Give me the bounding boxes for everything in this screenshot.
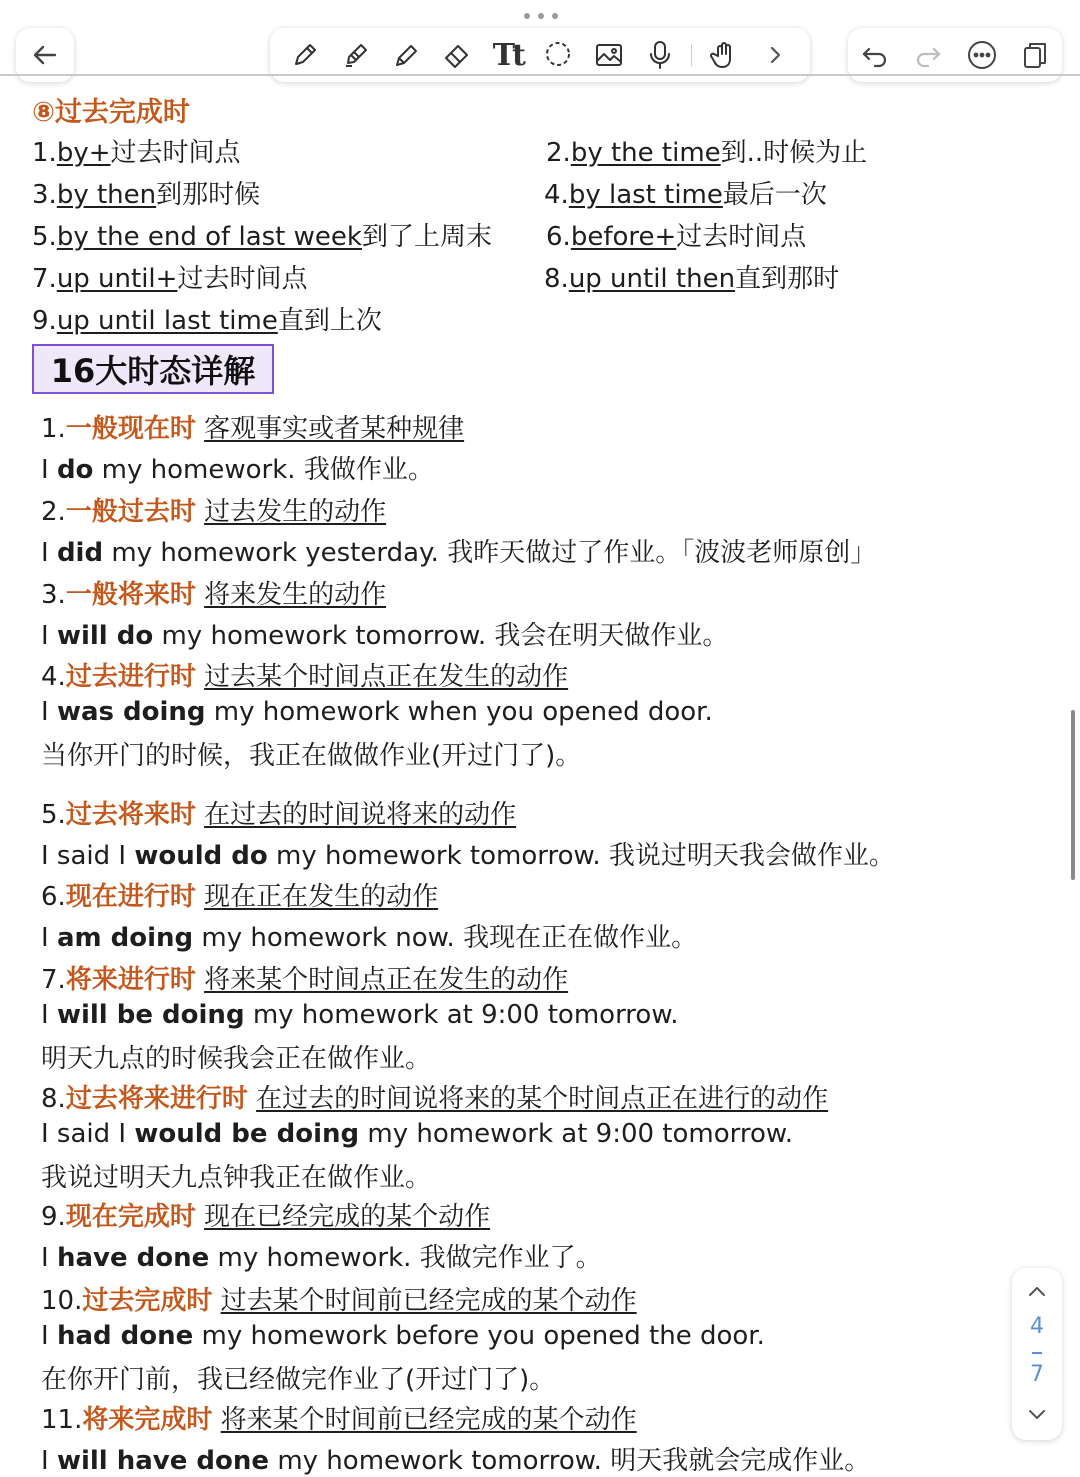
example-sentence [41, 1000, 678, 1030]
tense-heading [41, 1078, 828, 1115]
sentence-text: I [41, 621, 57, 651]
window-grip[interactable] [524, 10, 558, 22]
sentence-text: I [41, 923, 57, 953]
microphone-icon[interactable] [641, 36, 679, 74]
tense-name: 一般现在时 [65, 414, 196, 444]
tense-number: 3. [41, 580, 66, 610]
tense-name: 过去完成时 [82, 1286, 213, 1316]
verb-form: would be doing [134, 1119, 360, 1149]
verb-form: am doing [56, 923, 194, 953]
tense-name: 将来进行时 [65, 965, 196, 995]
text-tool-label: Tt [492, 37, 523, 73]
example-sentence [41, 532, 876, 569]
tense-heading [41, 876, 438, 913]
pen-icon[interactable] [286, 36, 324, 74]
sentence-text: I said I [41, 1119, 135, 1149]
tense-heading [41, 1280, 637, 1317]
sentence-text: 在你开门前，我已经做完作业了(开过门了)。 [41, 1365, 556, 1395]
tense-number: 4. [41, 662, 66, 692]
list-item: 9.up until last time直到上次 [32, 306, 382, 336]
tense-heading [41, 794, 516, 831]
sentence-text: 当你开门的时候，我正在做做作业(开过门了)。 [41, 741, 582, 771]
sentence-text: my homework tomorrow. 我说过明天我会做作业。 [267, 841, 895, 871]
scrollbar[interactable] [1071, 710, 1075, 880]
back-arrow-icon [26, 36, 64, 74]
verb-form: will do [56, 621, 154, 651]
tense-heading [41, 408, 464, 445]
verb-form: have done [56, 1243, 210, 1273]
tense-number: 10. [41, 1286, 83, 1316]
tense-name: 一般将来时 [65, 580, 196, 610]
tense-description: 过去发生的动作 [204, 497, 387, 527]
tense-name: 现在完成时 [65, 1202, 196, 1232]
sentence-text: 明天九点的时候我会正在做作业。 [41, 1044, 432, 1074]
tense-description: 现在正在发生的动作 [204, 882, 439, 912]
highlighter-icon[interactable] [337, 36, 375, 74]
pencil-icon[interactable] [388, 36, 426, 74]
example-sentence [41, 835, 895, 872]
example-sentence [41, 1359, 555, 1396]
toolbar-separator [691, 44, 692, 66]
example-sentence [41, 1440, 870, 1477]
tense-description: 过去某个时间点正在发生的动作 [204, 662, 569, 692]
eraser-icon[interactable] [438, 36, 476, 74]
example-sentence [41, 449, 434, 486]
tense-description: 将来某个时间前已经完成的某个动作 [220, 1405, 637, 1435]
example-sentence [41, 1321, 765, 1351]
tense-heading [41, 1196, 490, 1233]
sentence-text: I [41, 1446, 57, 1476]
sentence-text: my homework before you opened the door. [193, 1321, 765, 1351]
verb-form: do [56, 455, 94, 485]
tense-name: 现在进行时 [65, 882, 196, 912]
sentence-text: I [41, 455, 57, 485]
tense-name: 一般过去时 [65, 497, 196, 527]
example-sentence [41, 1237, 602, 1274]
verb-form: had done [56, 1321, 194, 1351]
sentence-text: my homework when you opened door. [205, 697, 713, 727]
verb-form: would do [134, 841, 268, 871]
image-icon[interactable] [590, 36, 628, 74]
more-icon[interactable] [963, 36, 1001, 74]
tense-description: 现在已经完成的某个动作 [204, 1202, 491, 1232]
sentence-text: 我说过明天九点钟我正在做作业。 [41, 1163, 432, 1193]
tense-description: 在过去的时间说将来的某个时间点正在进行的动作 [256, 1084, 829, 1114]
list-item: 5.by the end of last week到了上周末 [32, 222, 492, 252]
total-page-count: 7 [1030, 1362, 1044, 1387]
sentence-text: I said I [41, 841, 135, 871]
page-separator [1032, 1352, 1042, 1354]
list-item: 3.by then到那时候 [32, 180, 261, 210]
sentence-text: my homework at 9:00 tomorrow. [359, 1119, 794, 1149]
tense-name: 将来完成时 [82, 1405, 213, 1435]
sentence-text: my homework at 9:00 tomorrow. [244, 1000, 679, 1030]
example-sentence [41, 697, 713, 727]
chevron-down-icon[interactable] [1025, 1402, 1049, 1426]
tense-number: 9. [41, 1202, 66, 1232]
lasso-icon[interactable] [539, 36, 577, 74]
sentence-text: I [41, 538, 57, 568]
tense-number: 5. [41, 800, 66, 830]
tense-number: 6. [41, 882, 66, 912]
pages-icon[interactable] [1016, 36, 1054, 74]
tense-description: 客观事实或者某种规律 [204, 414, 465, 444]
sentence-text: my homework. 我做作业。 [93, 455, 434, 485]
list-item: 1.by+过去时间点 [32, 138, 241, 168]
example-sentence [41, 735, 581, 772]
example-sentence [41, 1038, 431, 1075]
sentence-text: I [41, 1000, 57, 1030]
verb-form: will be doing [56, 1000, 245, 1030]
text-tool-icon[interactable] [489, 36, 527, 74]
tense-heading [41, 574, 386, 611]
tense-number: 8. [41, 1084, 66, 1114]
sentence-text: I [41, 1321, 57, 1351]
example-sentence [41, 1119, 793, 1149]
heading-box: 16大时态详解 [32, 344, 274, 394]
verb-form: was doing [56, 697, 206, 727]
list-item: 6.before+过去时间点 [546, 222, 807, 252]
hand-icon[interactable] [705, 36, 743, 74]
sentence-text: I [41, 697, 57, 727]
example-sentence [41, 615, 728, 652]
tense-heading [41, 491, 386, 528]
chevron-up-icon[interactable] [1025, 1280, 1049, 1304]
tense-heading [41, 656, 568, 693]
sentence-text: my homework yesterday. 我昨天做过了作业。「波波老师原创」 [103, 538, 877, 568]
verb-form: did [56, 538, 104, 568]
undo-icon[interactable] [856, 36, 894, 74]
section-title: ⑧过去完成时 [32, 97, 190, 128]
tense-heading [41, 1399, 637, 1436]
list-item: 4.by last time最后一次 [544, 180, 827, 210]
tense-description: 过去某个时间前已经完成的某个动作 [220, 1286, 637, 1316]
tense-number: 11. [41, 1405, 83, 1435]
toolbar-divider [0, 74, 1080, 76]
sentence-text: I [41, 1243, 57, 1273]
tense-heading [41, 959, 568, 996]
tense-name: 过去将来进行时 [65, 1084, 248, 1114]
sentence-text: my homework now. 我现在正在做作业。 [193, 923, 698, 953]
tense-name: 过去进行时 [65, 662, 196, 692]
page-navigator [1012, 1268, 1062, 1440]
sentence-text: my homework tomorrow. 明天我就会完成作业。 [269, 1446, 871, 1476]
verb-form: will have done [56, 1446, 270, 1476]
chevron-right-icon[interactable] [756, 36, 794, 74]
sentence-text: my homework. 我做完作业了。 [209, 1243, 602, 1273]
sentence-text: my homework tomorrow. 我会在明天做作业。 [153, 621, 729, 651]
tense-number: 7. [41, 965, 66, 995]
tense-description: 将来发生的动作 [204, 580, 387, 610]
tense-description: 将来某个时间点正在发生的动作 [204, 965, 569, 995]
redo-icon[interactable] [909, 36, 947, 74]
list-item: 2.by the time到..时候为止 [546, 138, 868, 168]
tense-number: 2. [41, 497, 66, 527]
current-page-number: 4 [1030, 1314, 1044, 1339]
list-item: 7.up until+过去时间点 [32, 264, 308, 294]
tense-number: 1. [41, 414, 66, 444]
example-sentence [41, 917, 697, 954]
tense-description: 在过去的时间说将来的动作 [204, 800, 517, 830]
example-sentence [41, 1157, 431, 1194]
list-item: 8.up until then直到那时 [544, 264, 840, 294]
tense-name: 过去将来时 [65, 800, 196, 830]
